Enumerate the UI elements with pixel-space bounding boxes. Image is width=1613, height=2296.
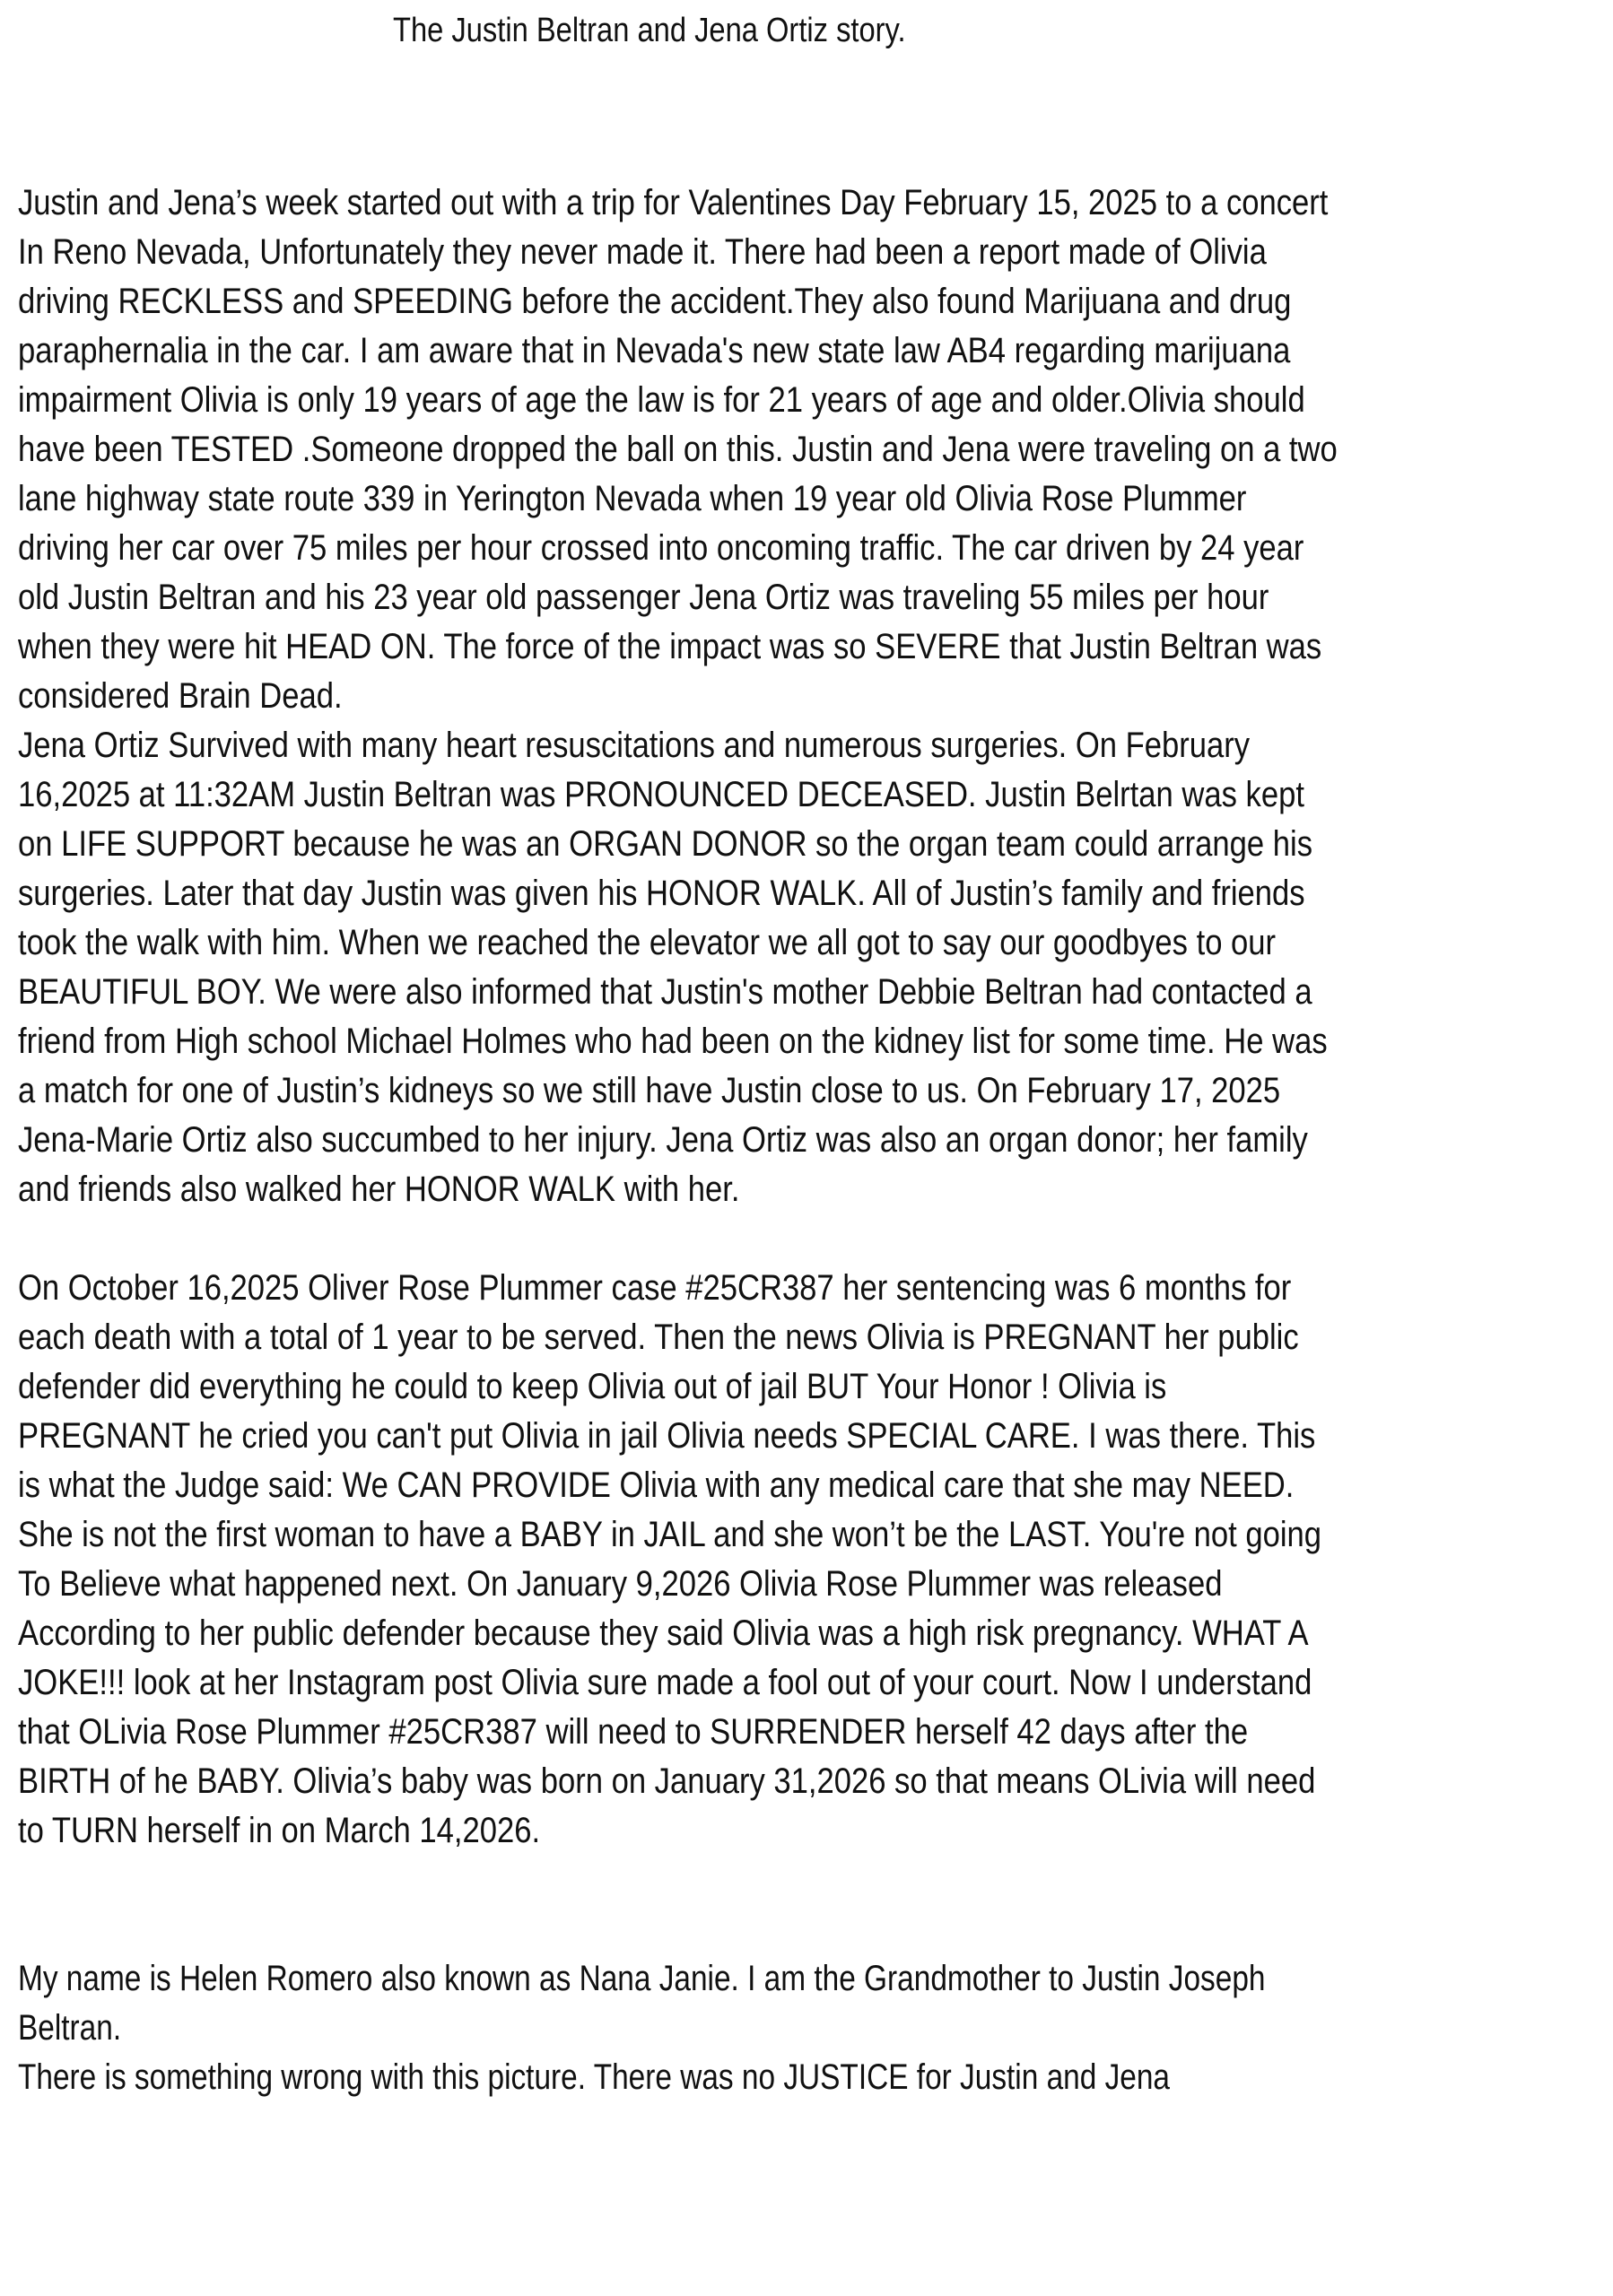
text-line: have been TESTED .Someone dropped the ball on this. Justin and Jena were traveling on a two <box>18 430 1338 469</box>
text-line: paraphernalia in the car. I am aware that in Nevada's new state law AB4 regarding marijuana <box>18 331 1291 370</box>
text-line: driving RECKLESS and SPEEDING before the accident.They also found Marijuana and drug <box>18 282 1292 321</box>
text-line: PREGNANT he cried you can't put Olivia in jail Olivia needs SPECIAL CARE. I was there. This <box>18 1416 1316 1456</box>
text-line: 16,2025 at 11:32AM Justin Beltran was PRONOUNCED DECEASED. Justin Belrtan was kept <box>18 775 1304 814</box>
text-line: when they were hit HEAD ON. The force of the impact was so SEVERE that Justin Beltran was <box>18 627 1322 666</box>
text-line: is what the Judge said: We CAN PROVIDE Olivia with any medical care that she may NEED. <box>18 1465 1295 1505</box>
text-line: surgeries. Later that day Justin was given his HONOR WALK. All of Justin’s family and friends <box>18 874 1305 913</box>
text-line: driving her car over 75 miles per hour crossed into oncoming traffic. The car driven by 24 year <box>18 528 1304 568</box>
text-line: Jena-Marie Ortiz also succumbed to her injury. Jena Ortiz was also an organ donor; her family <box>18 1120 1308 1160</box>
text-line: that OLivia Rose Plummer #25CR387 will need to SURRENDER herself 42 days after the <box>18 1712 1249 1752</box>
text-line: each death with a total of 1 year to be served. Then the news Olivia is PREGNANT her public <box>18 1318 1299 1357</box>
text-line: She is not the first woman to have a BABY in JAIL and she won’t be the LAST. You're not going <box>18 1515 1322 1554</box>
text-line: Justin and Jena’s week started out with a trip for Valentines Day February 15, 2025 to a concert <box>18 183 1329 222</box>
text-line: and friends also walked her HONOR WALK with her. <box>18 1170 740 1209</box>
text-line: old Justin Beltran and his 23 year old passenger Jena Ortiz was traveling 55 miles per hour <box>18 578 1269 617</box>
text-line: In Reno Nevada, Unfortunately they never made it. There had been a report made of Olivia <box>18 232 1267 272</box>
text-line: to TURN herself in on March 14,2026. <box>18 1811 541 1850</box>
text-line: a match for one of Justin’s kidneys so we still have Justin close to us. On February 17, 2025 <box>18 1071 1281 1110</box>
text-line: took the walk with him. When we reached the elevator we all got to say our goodbyes to our <box>18 923 1277 962</box>
text-line: considered Brain Dead. <box>18 676 343 716</box>
text-line: BIRTH of he BABY. Olivia’s baby was born on January 31,2026 so that means OLivia will need <box>18 1761 1316 1801</box>
text-line: Jena Ortiz Survived with many heart resuscitations and numerous surgeries. On February <box>18 726 1251 765</box>
document-title: The Justin Beltran and Jena Ortiz story. <box>393 12 906 49</box>
text-line: JOKE!!! look at her Instagram post Olivia sure made a fool out of your court. Now I understand <box>18 1663 1312 1702</box>
text-line: To Believe what happened next. On January 9,2026 Olivia Rose Plummer was released <box>18 1564 1223 1604</box>
text-line: According to her public defender because they said Olivia was a high risk pregnancy. WHAT A <box>18 1613 1309 1653</box>
text-line: There is something wrong with this picture. There was no JUSTICE for Justin and Jena <box>18 2057 1171 2097</box>
text-line: on LIFE SUPPORT because he was an ORGAN DONOR so the organ team could arrange his <box>18 824 1312 864</box>
text-line: defender did everything he could to keep Olivia out of jail BUT Your Honor ! Olivia is <box>18 1367 1167 1406</box>
text-line: Beltran. <box>18 2008 122 2048</box>
text-line: impairment Olivia is only 19 years of age the law is for 21 years of age and older.Olivia should <box>18 380 1305 420</box>
text-line: On October 16,2025 Oliver Rose Plummer case #25CR387 her sentencing was 6 months for <box>18 1268 1292 1308</box>
text-line: friend from High school Michael Holmes who had been on the kidney list for some time. He was <box>18 1022 1328 1061</box>
text-line: BEAUTIFUL BOY. We were also informed that Justin's mother Debbie Beltran had contacted a <box>18 972 1312 1012</box>
text-line: lane highway state route 339 in Yerington Nevada when 19 year old Olivia Rose Plummer <box>18 479 1247 518</box>
text-line: My name is Helen Romero also known as Nana Janie. I am the Grandmother to Justin Joseph <box>18 1959 1266 1998</box>
